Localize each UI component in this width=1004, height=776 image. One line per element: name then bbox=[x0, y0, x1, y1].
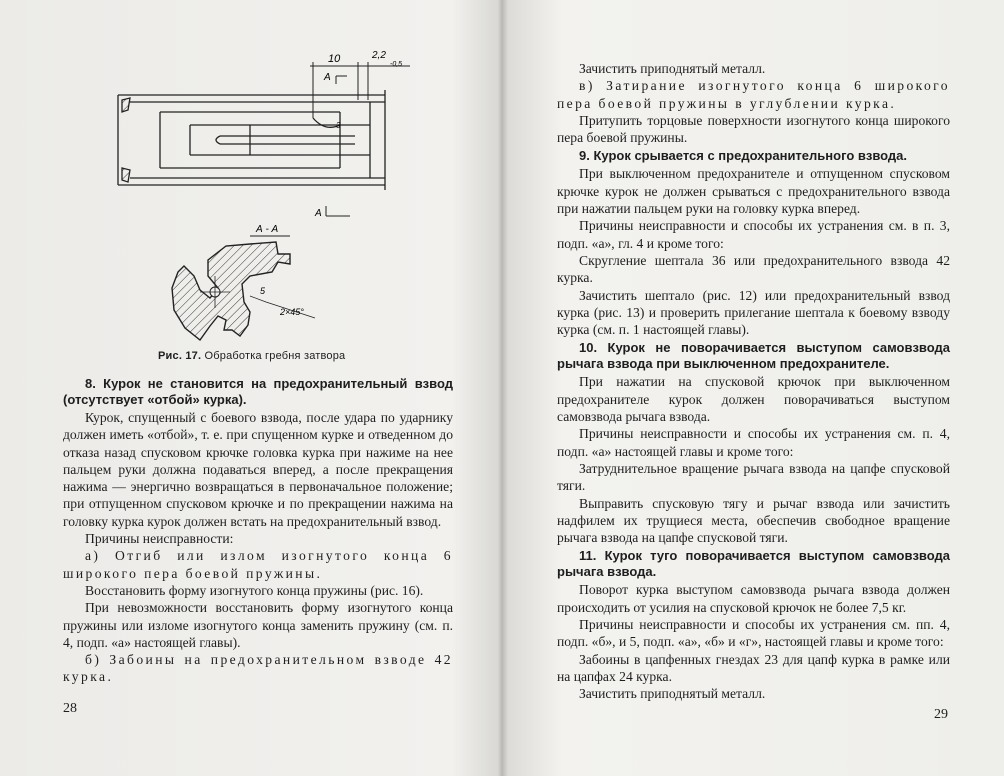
paragraph: в) Затирание изогнутого конца 6 широкого пера боевой пружины в углублении курка. bbox=[557, 78, 950, 111]
paragraph: а) Отгиб или излом изогнутого конца 6 широкого пера боевой пружины. bbox=[63, 548, 453, 581]
right-page bbox=[502, 0, 1004, 776]
caption-text: Обработка гребня затвора bbox=[204, 350, 346, 362]
figure-caption bbox=[158, 350, 345, 362]
page-number: 28 bbox=[63, 701, 77, 716]
paragraph: При невозможности восстановить форму изогнутого конца пружины или изломе изогнутого конца заменить пружину (см. п. 4, подп. «а» настоящей главы). bbox=[63, 600, 453, 650]
paragraph: Скругление шептала 36 или предохранительного взвода 42 курка. bbox=[557, 252, 950, 286]
paragraph: Затруднительное вращение рычага взвода на цапфе спусковой тяги. bbox=[557, 460, 950, 494]
section-mark-bottom: А bbox=[315, 208, 322, 219]
heading-8: 8. Курок не становится на предохранительный взвод (отсутствует «отбой» курка). bbox=[63, 376, 453, 407]
left-text-column bbox=[63, 374, 453, 686]
caption-number: Рис. 17. bbox=[158, 350, 202, 362]
paragraph: Поворот курка выступом самовзвода рычага взвода должен происходить от усилия на спусковой крючок не более 7,5 кг. bbox=[557, 582, 950, 615]
dim-3: 3 bbox=[336, 121, 341, 130]
paragraph: Причины неисправности: bbox=[85, 531, 234, 547]
section-mark-top: А bbox=[324, 72, 331, 83]
paragraph: Зачистить приподнятый металл. bbox=[579, 686, 766, 702]
heading-10: 10. Курок не поворачивается выступом самовзвода рычага взвода при выключенном предохранителе. bbox=[557, 340, 950, 372]
dim-chamfer: 2×45° bbox=[280, 307, 304, 317]
paragraph: Причины неисправности и способы их устранения см. пп. 4, подп. «б», и 5, подп. «а», «б» и «г», настоящей главы и кроме того: bbox=[557, 617, 950, 650]
paragraph: Причины неисправности и способы их устранения см. п. 4, подп. «а» настоящей главы и кроме того: bbox=[557, 426, 950, 459]
paragraph: Выправить спусковую тягу и рычаг взвода или зачистить надфилем их трущиеся места, обеспечив свободное вращение рычага взвода на цапфе спусковой тяги. bbox=[557, 495, 950, 546]
dimension-lines bbox=[310, 62, 410, 216]
paragraph: Зачистить шептало (рис. 12) или предохранительный взвод курка (рис. 13) и проверить прилегание шептала к боевому взводу курка (см. п. 1 настоящей главы). bbox=[557, 287, 950, 338]
section-label: А - А bbox=[256, 224, 279, 235]
bolt-side-view bbox=[118, 90, 385, 190]
paragraph: Притупить торцовые поверхности изогнутого конца широкого пера боевой пружины. bbox=[557, 112, 950, 146]
heading-11: 11. Курок туго поворачивается выступом самовзвода рычага взвода. bbox=[557, 548, 950, 580]
paragraph: б) Забоины на предохранительном взводе 42 курка. bbox=[63, 652, 453, 685]
dim-5: 5 bbox=[260, 286, 266, 296]
dim-10: 10 bbox=[328, 53, 341, 65]
dim-tolerance-sub: -0,5 bbox=[390, 61, 403, 68]
figure-17 bbox=[100, 40, 460, 375]
right-text-column bbox=[557, 60, 950, 703]
paragraph: При нажатии на спусковой крючок при выключенном предохранителе курок должен поворачиваться выступом самовзвода рычага взвода. bbox=[557, 374, 950, 425]
paragraph: Курок, спущенный с боевого взвода, после удара по ударнику должен иметь «отбой», т. е. при спущенном курке и отведенном до отказа назад спусковом крючке головка курка при нажиме на нее пальцем руки должна подаваться вперед, а после прекращения нажима — энергично возвращаться в первоначальное положение; при отпущенном спусковом крючке и по прекращении нажима на головку курка курок должен встать на предохранительный взвод. bbox=[63, 410, 453, 529]
paragraph: При выключенном предохранителе и отпущенном спусковом крючке курок не должен срываться с предохранительного взвода при нажатии пальцем руки на головку курка вперед. bbox=[557, 166, 950, 217]
heading-9: 9. Курок срывается с предохранительного взвода. bbox=[579, 148, 908, 164]
paragraph: Зачистить приподнятый металл. bbox=[579, 61, 766, 76]
paragraph: Восстановить форму изогнутого конца пружины (рис. 16). bbox=[85, 582, 424, 598]
section-a-a bbox=[172, 242, 290, 340]
dim-tolerance: 2,2 bbox=[372, 50, 386, 61]
paragraph: Причины неисправности и способы их устранения см. в п. 3, подп. «а», гл. 4 и кроме того: bbox=[557, 218, 950, 251]
paragraph: Забоины в цапфенных гнездах 23 для цапф курка в рамке или на цапфах 24 курка. bbox=[557, 651, 950, 684]
page-number: 29 bbox=[934, 707, 948, 722]
